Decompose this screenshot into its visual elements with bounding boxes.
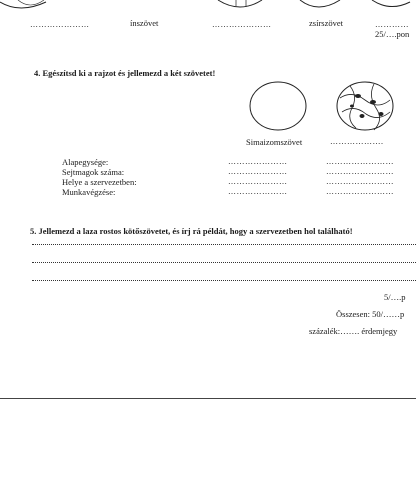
row-blank: …………………	[228, 157, 288, 166]
page-edge-line	[0, 398, 416, 399]
row-label: Alapegysége:	[62, 157, 109, 167]
label-inszovet: ínszövet	[130, 18, 159, 28]
row-blank: ……………………	[326, 167, 394, 176]
circle-partial-6	[372, 0, 410, 7]
row-label: Helye a szervezetben:	[62, 177, 137, 187]
circle-partial-3	[218, 0, 262, 7]
circle-partial-4	[236, 0, 246, 7]
answer-line-2	[32, 262, 416, 263]
tissue-drawings	[240, 78, 410, 138]
row-label: Munkavégzése:	[62, 187, 116, 197]
row-label: Sejtmagok száma:	[62, 167, 125, 177]
row-blank: …………………	[228, 187, 288, 196]
blank-2: …………………	[212, 20, 272, 29]
row-blank: ……………………	[326, 177, 394, 186]
row-blank: ……………………	[326, 187, 394, 196]
circle-partial-5	[300, 0, 340, 7]
tissue2-blank: ……………….	[330, 137, 384, 146]
score-25: 25/….pon	[375, 29, 410, 39]
top-drawings	[0, 0, 416, 20]
answer-line-3	[32, 280, 416, 281]
cell-drawing	[337, 82, 393, 130]
tissue1-label: Simaizomszövet	[246, 137, 303, 147]
row-blank: …………………	[228, 167, 288, 176]
empty-circle	[250, 82, 306, 130]
task4-prompt: 4. Egészítsd ki a rajzot és jellemezd a két szövetet!	[34, 68, 216, 78]
row-blank: …………………	[228, 177, 288, 186]
row-blank: ……………………	[326, 157, 394, 166]
label-zsirszovet: zsírszövet	[309, 18, 343, 28]
blank-1: …………………	[30, 20, 90, 29]
task5-score: 5/….p	[384, 292, 406, 302]
total-score: Összesen: 50/……p	[336, 309, 405, 319]
percent-grade: százalék:……. érdemjegy	[309, 326, 398, 336]
task5-prompt: 5. Jellemezd a laza rostos kötőszövetet, és írj rá példát, hogy a szervezetben hol található!	[30, 226, 353, 236]
score-blank: …………	[375, 20, 409, 29]
answer-line-1	[32, 244, 416, 245]
